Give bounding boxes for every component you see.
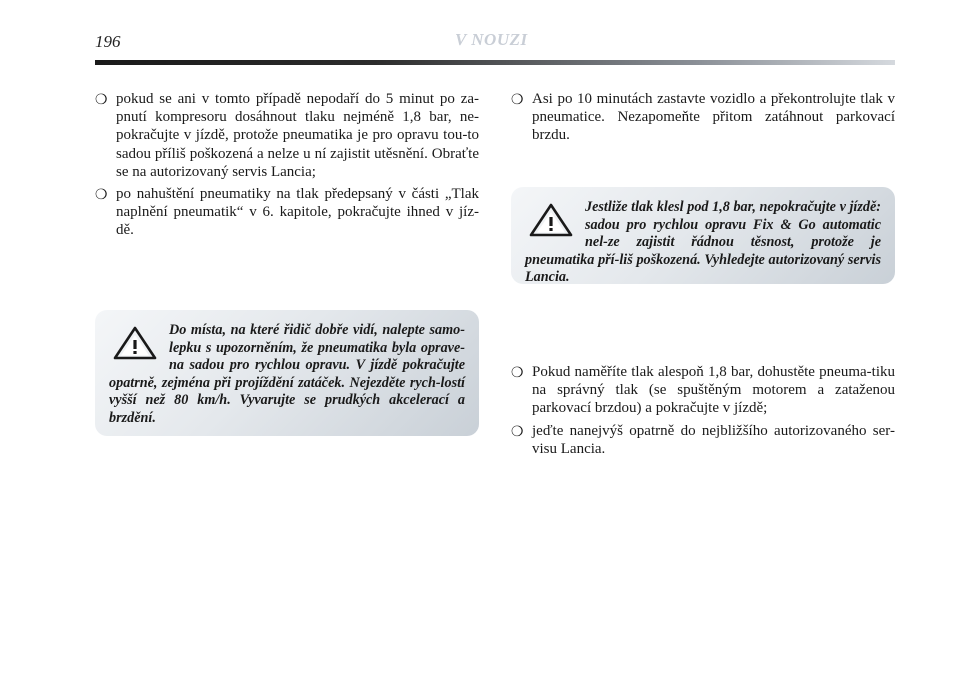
list-item <box>511 90 895 145</box>
list-item-text: pokud se ani v tomto případě nepodaří do 5 minut po za-pnutí kompresoru dosáhnout tlaku nejméně 1,8 bar, ne-pokračujte v jízdě, protože pneumatika je pro opravu tou-to sadou příliš poškozená a nelze u ní zajistit utěsnění. Obraťte se na autorizovaný servis Lancia; <box>116 91 479 180</box>
right-column-bottom <box>511 363 895 462</box>
list-item-text: po nahuštění pneumatiky na tlak předepsaný v části „Tlak naplnění pneumatik“ v 6. kapitole, pokračujte ihned v jíz-dě. <box>116 186 479 239</box>
list-item-text: Asi po 10 minutách zastavte vozidlo a překontrolujte tlak v pneumatice. Nezapomeňte přitom zatáhnout parkovací brzdu. <box>532 91 895 144</box>
page-number: 196 <box>95 32 121 51</box>
list-item <box>511 422 895 458</box>
circle-bullet-icon: ❍ <box>511 365 524 381</box>
page-header <box>0 0 960 70</box>
right-bullet-list-top <box>511 90 895 145</box>
warning-box-pressure <box>511 187 895 284</box>
left-column <box>95 90 479 244</box>
circle-bullet-icon: ❍ <box>511 92 524 108</box>
warning-triangle-icon <box>113 326 157 360</box>
list-item <box>95 90 479 181</box>
circle-bullet-icon: ❍ <box>95 92 108 108</box>
warning-text: Do místa, na které řidič dobře vidí, nalepte samo-lepku s upozorněním, že pneumatika byla oprave-na sadou pro rychlou opravu. V jízdě pokračujte opatrně, zejména při projíždění zatáček. Nejezděte rych-lostí vyšší než 80 km/h. Vyvarujte se prudkých akcelerací a brzdění. <box>109 322 465 426</box>
list-item <box>95 185 479 240</box>
warning-triangle-icon <box>529 203 573 237</box>
left-bullet-list <box>95 90 479 240</box>
list-item-text: Pokud naměříte tlak alespoň 1,8 bar, dohustěte pneuma-tiku na správný tlak (se spuštěným motorem a zataženou parkovací brzdou) a pokračujte v jízdě; <box>532 364 895 417</box>
right-column-top <box>511 90 895 149</box>
list-item <box>511 363 895 418</box>
circle-bullet-icon: ❍ <box>511 423 524 440</box>
header-rule <box>95 60 895 65</box>
warning-box-sticker <box>95 310 479 436</box>
list-item-text: jeďte nanejvýš opatrně do nejbližšího autorizovaného ser-visu Lancia. <box>532 422 895 457</box>
warning-text: Jestliže tlak klesl pod 1,8 bar, nepokračujte v jízdě: sadou pro rychlou opravu Fix & Go automatic nel-ze zajistit řádnou těsnost, protože je pneumatika pří-liš poškozená. Vyhledejte autorizovaný servis Lancia. <box>525 199 881 286</box>
circle-bullet-icon: ❍ <box>95 187 108 204</box>
right-bullet-list-bottom <box>511 363 895 458</box>
section-title: V NOUZI <box>455 30 528 49</box>
